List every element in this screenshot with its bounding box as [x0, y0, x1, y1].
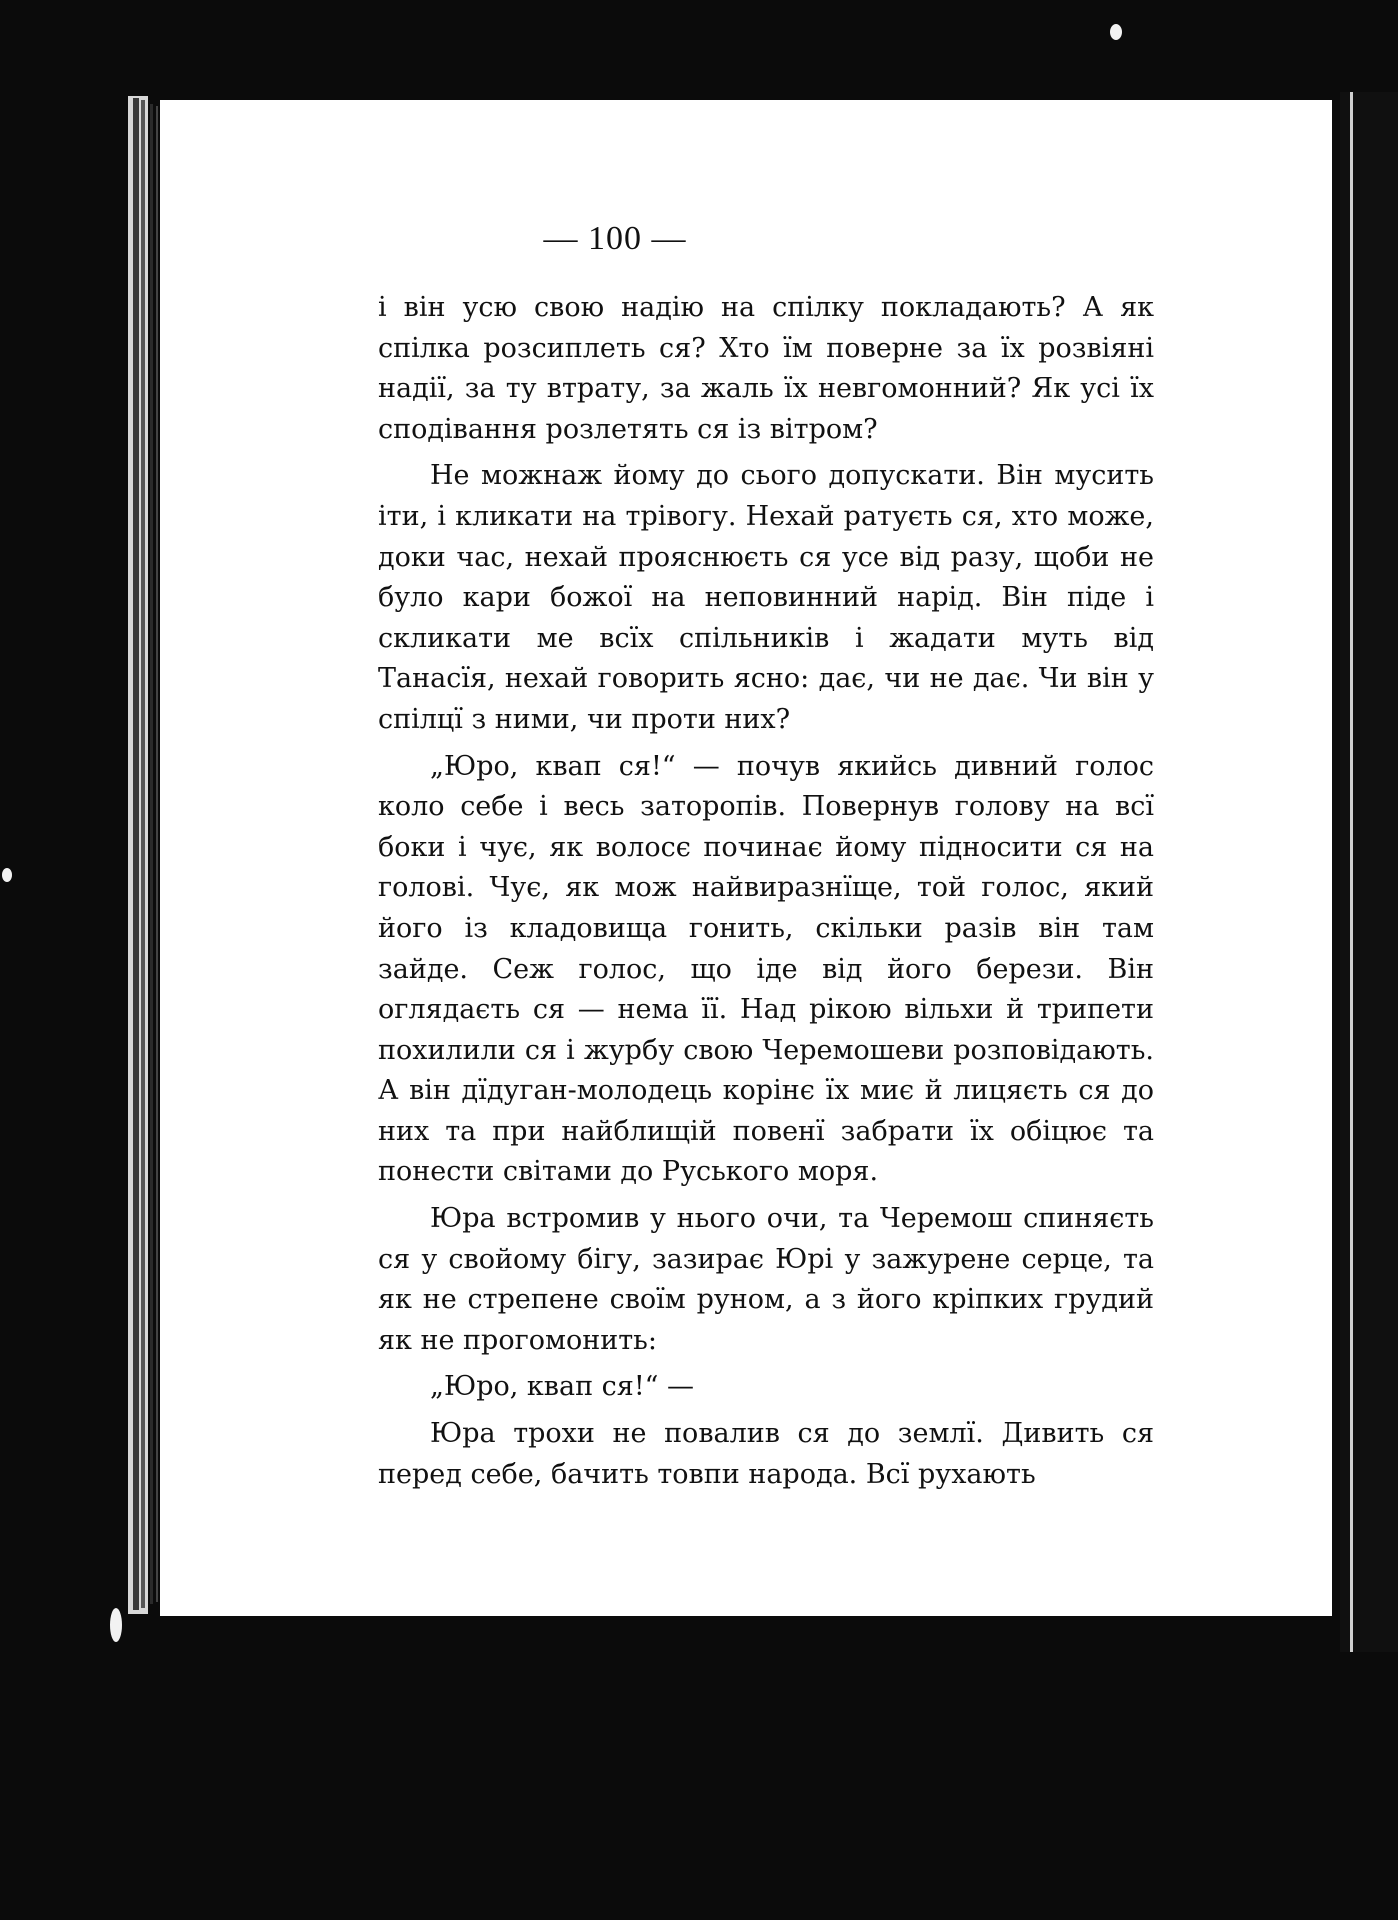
facing-page-edge	[1340, 92, 1398, 1652]
page-number: — 100 —	[543, 220, 687, 257]
paragraph-4: Юра встромив у нього очи, та Черемош спиняєть ся у свойому бігу, зазирає Юрі у зажурене серце, та як не стрепене своїм руном, а з його кріпких грудий як не прогомонить:	[378, 1203, 1154, 1356]
paragraph-6: Юра трохи не повалив ся до землї. Дивить ся перед себе, бачить товпи народа. Всї рухають	[378, 1418, 1154, 1490]
book-page	[160, 100, 1332, 1616]
paragraph-3: „Юро, квап ся!“ — почув якийсь дивний голос коло себе і весь заторопів. Повернув голову на всї боки і чує, як волосє починає йому підносити ся на голові. Чує, як мож найвиразнїще, той голос, який його із кладовища гонить, скільки разів він там зайде. Сеж голос, що іде від його берези. Він оглядаєть ся — нема її. Над рікою вільхи й трипети похилили ся і журбу свою Черемошеви розповідають. А він дїдуган-молодець корінє їх миє й лицяєть ся до них та при найблищій повенї забрати їх обіцює та понести світами до Руського моря.	[378, 750, 1154, 1188]
page-edge-line	[133, 98, 139, 1610]
scan-speck	[1110, 24, 1122, 40]
paragraph-2: Не можнаж йому до сього допускати. Він мусить іти, і кликати на трівогу. Нехай ратуєть ся, хто може, доки час, нехай прояснюєть ся усе від разу, щоби не було кари божої на неповинний нарід. Він піде і скликати ме всїх спільників і жадати муть від Танасїя, нехай говорить ясно: дає, чи не дає. Чи він у спілцї з ними, чи проти них?	[378, 460, 1154, 735]
page-edge-line	[156, 106, 158, 1602]
scan-speck	[110, 1608, 122, 1642]
scan-speck	[2, 868, 12, 882]
page-edge-line	[141, 100, 145, 1608]
paragraph-5: „Юро, квап ся!“ —	[430, 1371, 695, 1403]
page-edge-line	[150, 104, 153, 1604]
facing-page-edge-line	[1350, 92, 1353, 1652]
paragraph-1: і він усю свою надію на спілку покладають? А як спілка розсиплеть ся? Хто їм поверне за їх розвіяні надії, за ту втрату, за жаль їх невгомонний? Як усі їх сподівання розлетять ся із вітром?	[378, 292, 1154, 445]
body-text	[378, 288, 1154, 1501]
